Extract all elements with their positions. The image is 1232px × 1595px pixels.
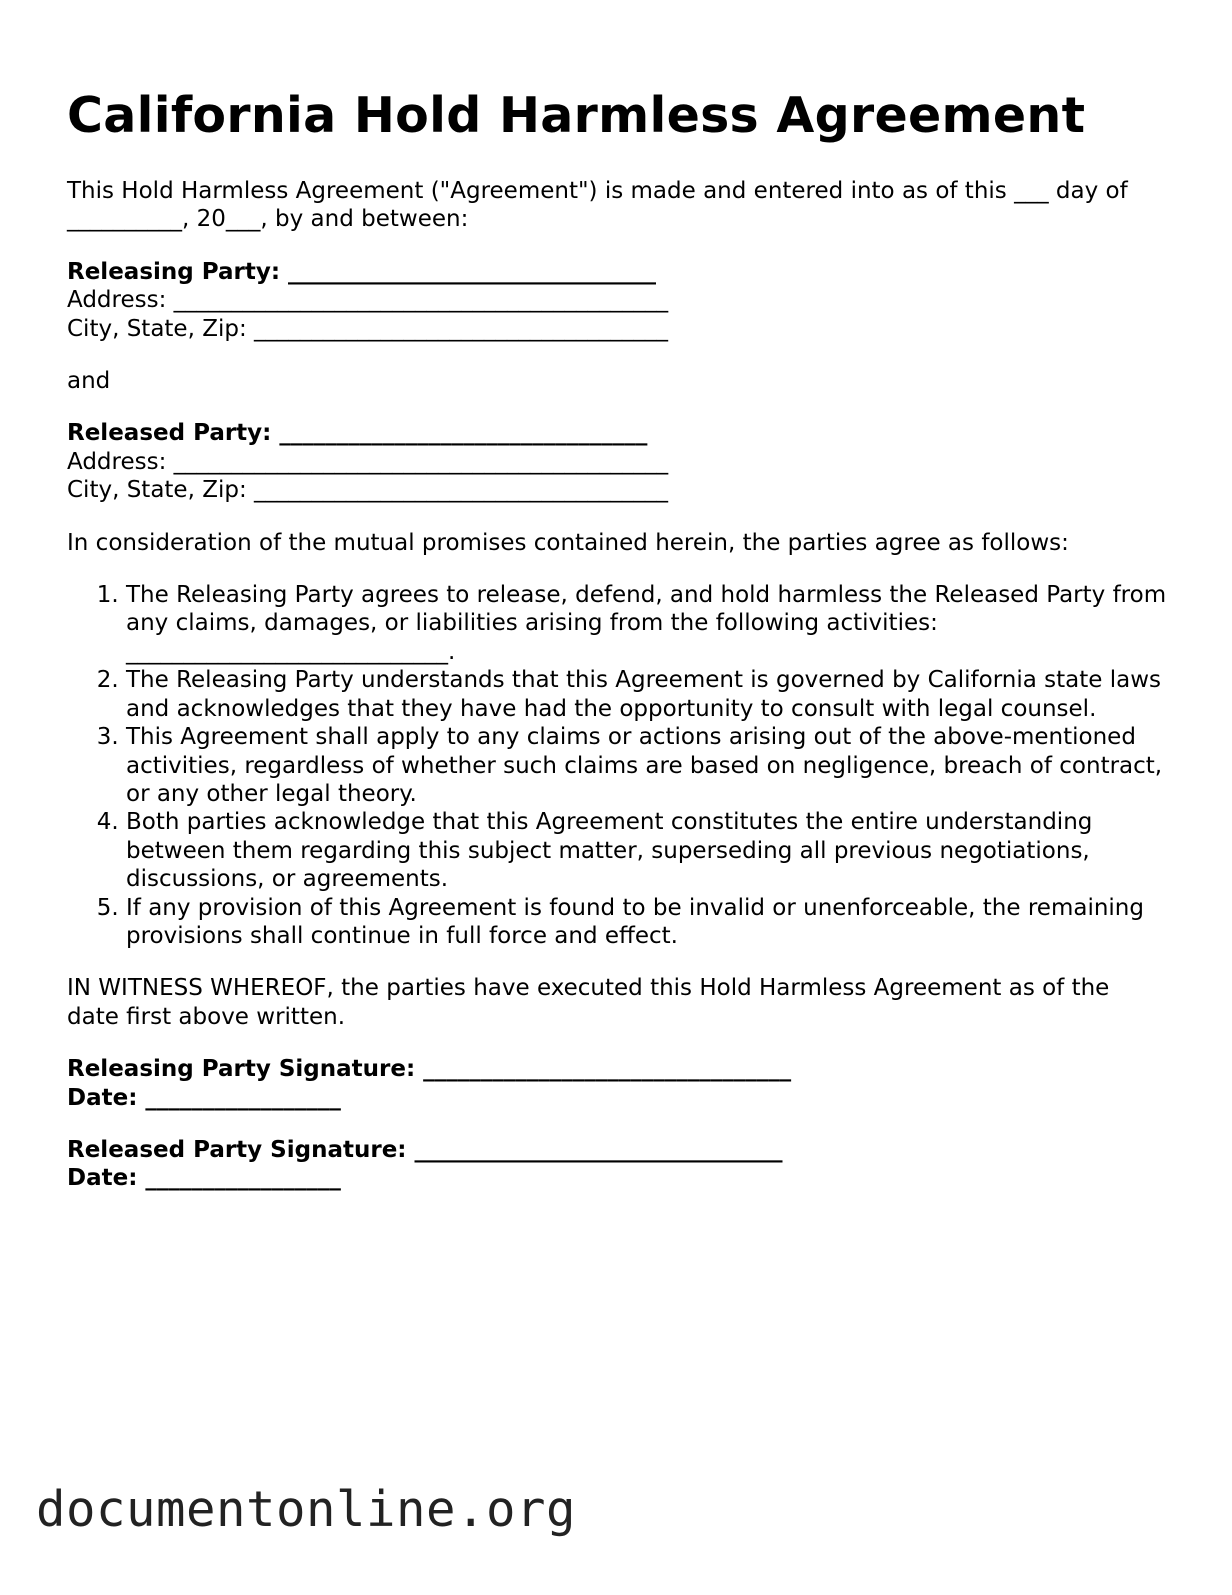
released-party-city: City, State, Zip: ____________________________________ [67, 477, 669, 504]
releasing-party-label: Releasing Party: [67, 258, 289, 285]
released-signature-block [67, 1136, 1167, 1193]
releasing-party-address: Address: ___________________________________________ [67, 287, 669, 314]
witness-paragraph: IN WITNESS WHEREOF, the parties have executed this Hold Harmless Agreement as of the date first above written. [67, 975, 1110, 1030]
releasing-date-line [67, 1084, 1167, 1112]
intro-paragraph: This Hold Harmless Agreement ("Agreement") is made and entered into as of this ___ day of __________, 20___, by and between: [67, 178, 1128, 233]
terms-list [67, 581, 1167, 950]
released-party-line [67, 419, 1167, 447]
term-item: 4. Both parties acknowledge that this Agreement constitutes the entire understanding between them regarding this subject matter, superseding all previous negotiations, discussions, or agreements. [126, 808, 1167, 893]
document-title: California Hold Harmless Agreement [67, 87, 1086, 144]
released-date-blank: _________________ [145, 1165, 341, 1192]
releasing-signature-block [67, 1055, 1167, 1112]
released-party-blank: ________________________________ [279, 420, 648, 447]
released-party-address: Address: ___________________________________________ [67, 448, 669, 475]
released-signature-line [67, 1136, 1167, 1164]
releasing-party-city: City, State, Zip: ____________________________________ [67, 315, 669, 342]
released-date-line [67, 1164, 1167, 1192]
releasing-signature-line [67, 1055, 1167, 1083]
releasing-date-label: Date: [67, 1084, 146, 1111]
term-item: 1. The Releasing Party agrees to release, defend, and hold harmless the Released Party from any claims, damages, or liabilities arising from the following activities: ____________________________. [126, 581, 1167, 666]
releasing-date-blank: _________________ [145, 1084, 341, 1111]
footer-watermark: documentonline.org [36, 1481, 577, 1538]
releasing-signature-blank: ________________________________ [423, 1056, 792, 1083]
term-item: 3. This Agreement shall apply to any claims or actions arising out of the above-mentioned activities, regardless of whether such claims are based on negligence, breach of contract, or any other legal theory. [126, 723, 1167, 808]
term-item: 5. If any provision of this Agreement is found to be invalid or unenforceable, the remaining provisions shall continue in full force and effect. [126, 894, 1167, 951]
releasing-party-line [67, 258, 1167, 286]
consideration-paragraph: In consideration of the mutual promises contained herein, the parties agree as follows: [67, 529, 1069, 556]
releasing-party-blank: ________________________________ [288, 258, 657, 285]
released-signature-blank: ________________________________ [414, 1136, 783, 1163]
and-text: and [67, 368, 111, 395]
releasing-party-block [67, 258, 1167, 343]
released-party-label: Released Party: [67, 420, 280, 447]
released-date-label: Date: [67, 1165, 146, 1192]
releasing-signature-label: Releasing Party Signature: [67, 1056, 424, 1083]
released-signature-label: Released Party Signature: [67, 1136, 415, 1163]
released-party-block [67, 419, 1167, 504]
term-item: 2. The Releasing Party understands that this Agreement is governed by California state laws and acknowledges that they have had the opportunity to consult with legal counsel. [126, 666, 1167, 723]
document-page [67, 86, 1167, 1217]
